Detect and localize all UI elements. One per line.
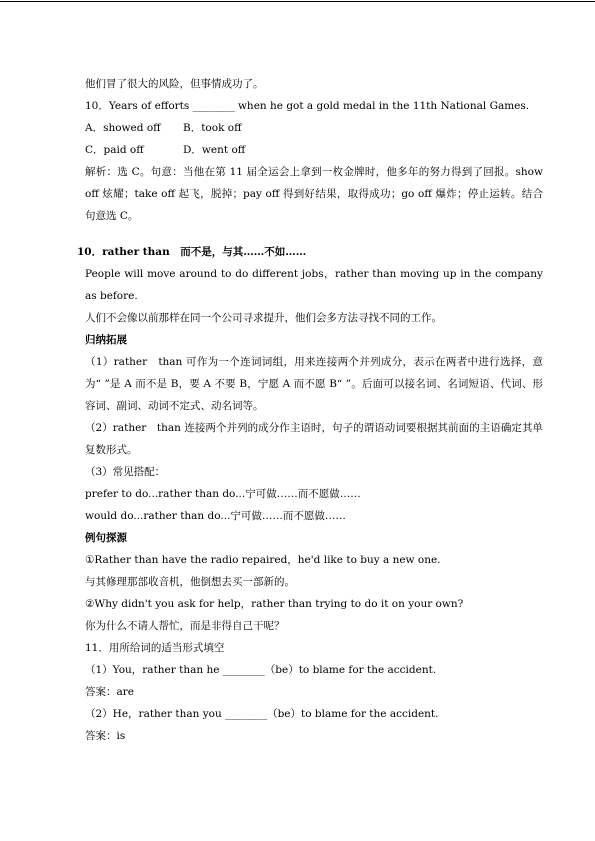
question-10: 10．Years of efforts ________ when he got a gold medal in the 11th National Games. [85,100,530,112]
source-sentence-1-cn: 与其修理那部收音机，他倒想去买一部新的。 [85,576,295,588]
question-11-1: （1）You，rather than he ________（be）to blame for the accident. [85,664,437,676]
collocation-2: would do...rather than do...宁可做……而不愿做…… [85,510,346,522]
option-c: C．paid off [85,144,144,156]
source-sentence-1-en: ①Rather than have the radio repaired，he'd like to buy a new one. [85,554,441,566]
answer-2: 答案：is [85,730,126,742]
summary-point-2: （2）rather than 连接两个并列的成分作主语时，句子的谓语动词要根据其前面的主语确定其单复数形式。 [85,422,543,456]
example-english: People will move around to do different jobs，rather than moving up in the company as before. [85,268,543,302]
options-row-2 [85,139,543,161]
options-row-1 [85,117,543,139]
summary-point-1: （1）rather than 可作为一个连词词组，用来连接两个并列成分，表示在两者中进行选择，意为“ ”是 A 而不是 B，要 A 不要 B，宁愿 A 而不愿 B“ ”。后面可以接名词、名词短语、代词、形容词、副词、动词不定式、动名词等。 [85,356,543,412]
example-chinese: 人们不会像以前那样在同一个公司寻求提升，他们会多方法寻找不同的工作。 [85,312,442,324]
question-11: 11．用所给词的适当形式填空 [85,642,225,654]
collocation-1: prefer to do...rather than do...宁可做……而不愿做…… [85,488,361,500]
option-a: A．showed off [85,122,161,134]
option-d: D．went off [183,144,246,156]
answer-1: 答案：are [85,686,134,698]
source-sentence-2-cn: 你为什么不请人帮忙，而是非得自己干呢？ [85,620,285,632]
question-11-2: （2）He，rather than you ________（be）to blame for the accident. [85,708,439,720]
source-heading: 例句探源 [85,532,127,544]
option-b: B．took off [183,122,242,134]
header-rule [0,1,595,2]
section-title: 10．rather than 而不是，与其……不如…… [77,246,307,258]
analysis-paragraph: 解析：选 C。句意：当他在第 11 届全运会上拿到一枚金牌时，他多年的努力得到了回报。show off 炫耀；take off 起飞，脱掉；pay off 得到好结果，取得成功；go off 爆炸；停止运转。结合句意选 C。 [85,166,543,222]
summary-point-3: （3）常见搭配： [85,466,166,478]
document-body [77,73,543,747]
summary-heading: 归纳拓展 [85,334,127,346]
source-sentence-2-en: ②Why didn't you ask for help，rather than trying to do it on your own? [85,598,464,610]
translation-line: 他们冒了很大的风险，但事情成功了。 [85,78,264,90]
